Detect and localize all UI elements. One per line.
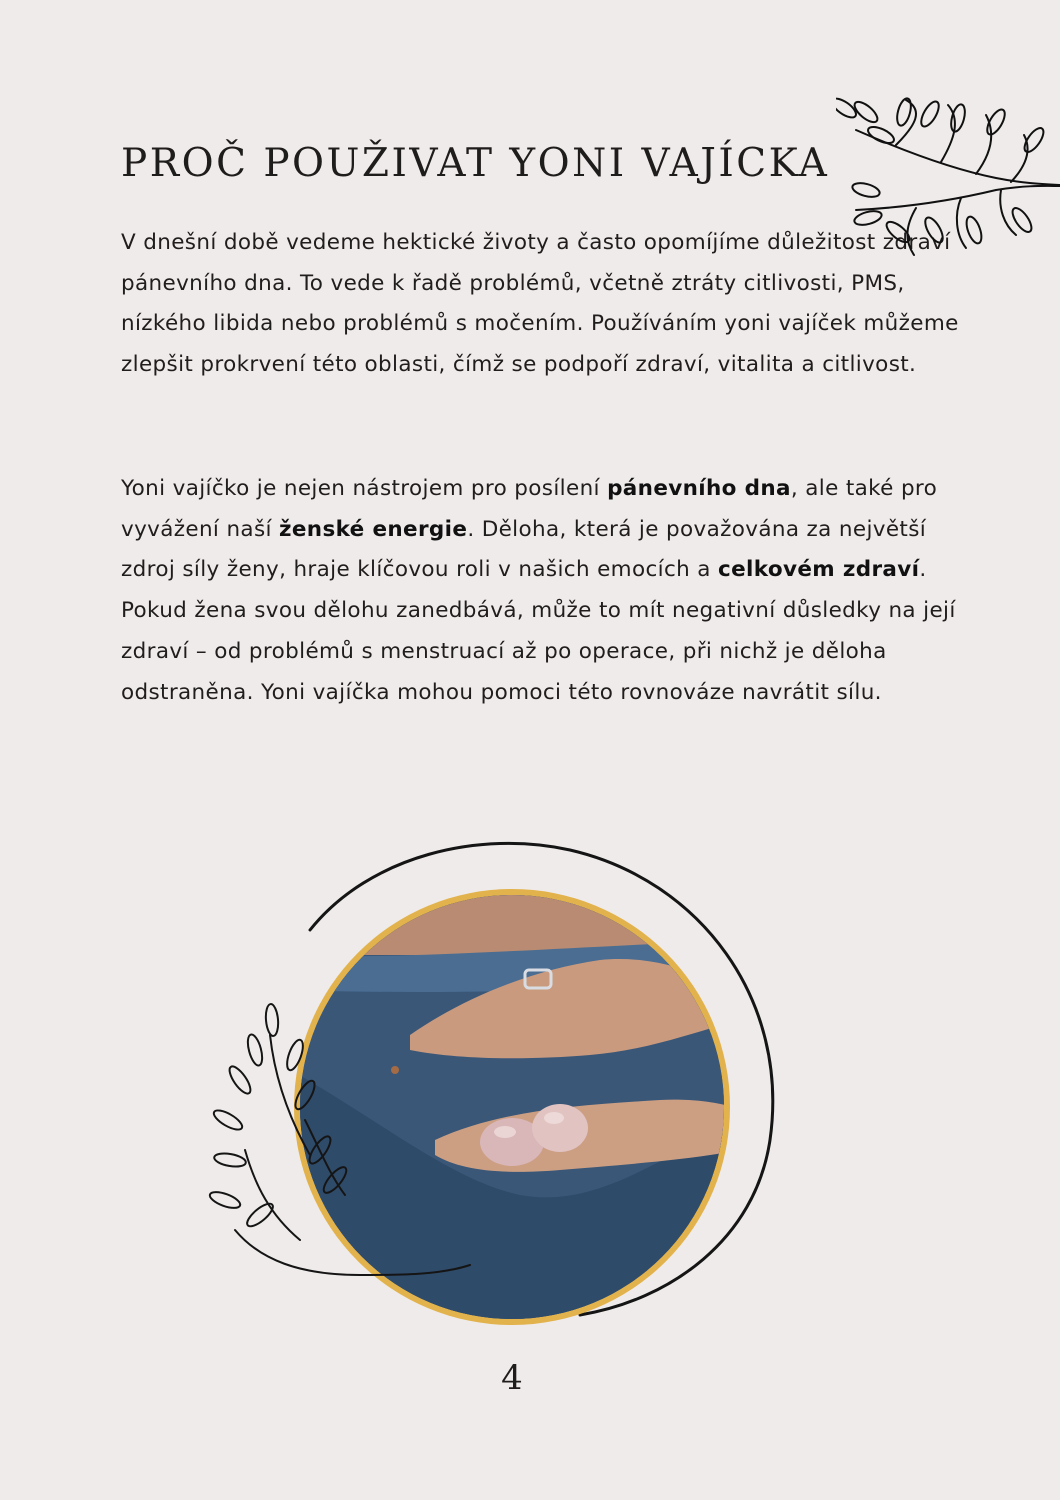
text-segment: V dnešní době vedeme hektické životy a často opomíjíme důležitost zdraví pánevního dna. To vede k řadě problémů, včetně ztráty citlivosti, PMS, nízkého libida nebo problémů s močením. Používáním yoni vajíček můžeme zlepšit prokrvení této oblasti, čímž se podpoří zdraví, vitalita a citlivost. <box>121 230 959 378</box>
page-title: PROČ POUŽIVAT YONI VAJÍCKA <box>121 141 830 186</box>
text-segment: Yoni vajíčko je nejen nástrojem pro posílení <box>121 476 608 501</box>
bold-phrase: celkovém zdraví <box>718 557 920 583</box>
page-number: 4 <box>501 1358 523 1398</box>
bold-phrase: pánevního dna <box>607 476 791 501</box>
paragraph-benefits <box>121 469 981 713</box>
text-segment: . Děloha, která je považována za největší zdroj síly ženy, hraje klíčovou roli v našich emocích a <box>121 516 927 583</box>
bold-phrase: ženské energie <box>279 516 468 542</box>
leaf-branch-icon <box>836 90 1060 260</box>
text-segment: . Pokud žena svou dělohu zanedbává, může to mít negativní důsledky na její zdraví – od problémů s menstruací až po operace, při nichž je děloha odstraněna. Yoni vajíčka mohou pomoci této rovnováze navrátit sílu. <box>121 557 956 705</box>
yoni-eggs-photo <box>290 880 740 1340</box>
text-segment: , ale také pro vyvážení naší <box>121 476 938 542</box>
photo-frame <box>200 820 820 1340</box>
